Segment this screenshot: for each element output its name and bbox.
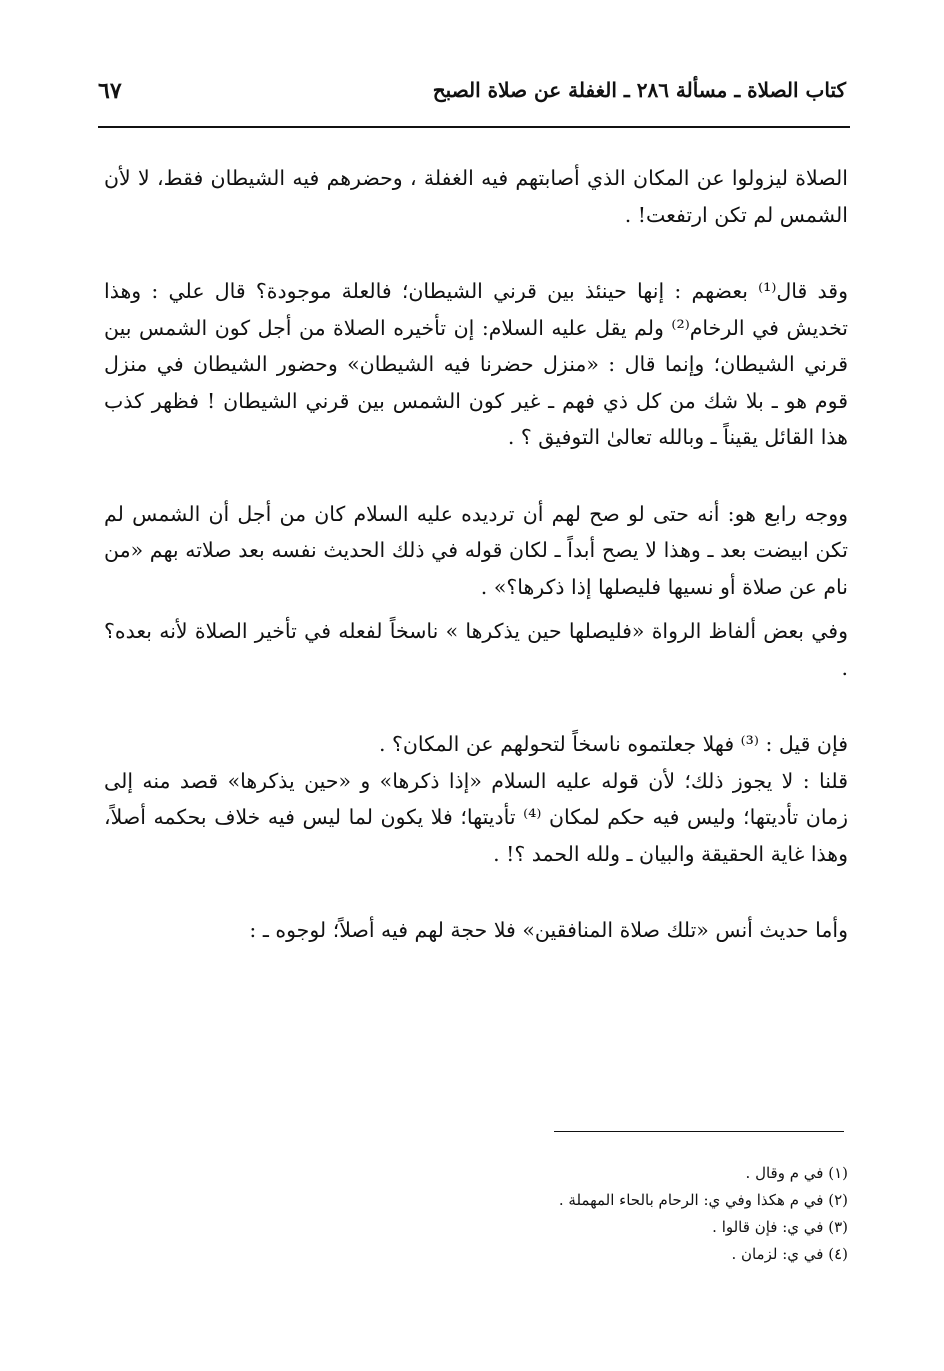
paragraph-2: وقد قال⁽¹⁾ بعضهم : إنها حينئذ بين قرني الشيطان؛ فالعلة موجودة؟ قال علي : وهذا تخديش في الرخام⁽²⁾ ولم يقل عليه السلام: إن تأخيره الصلاة من أجل كون الشمس بين قرني الشيطان؛ وإنما قال : «منزل حضرنا فيه الشيطان» وحضور الشيطان في منزل قوم هو ـ بلا شك من كل ذي فهم ـ غير كون الشمس بين قرني الشيطان ! فظهر كذب هذا القائل يقيناً ـ وبالله تعالىٰ التوفيق ؟ . — [104, 279, 849, 449]
footnote-1: (١) في م وقال . — [745, 1164, 848, 1182]
running-title: كتاب الصلاة ـ مسألة ٢٨٦ ـ الغفلة عن صلاة الصبح — [432, 78, 846, 102]
paragraph-3: ووجه رابع هو: أنه حتى لو صح لهم أن ترديده عليه السلام كان من أجل أن الشمس لم تكن ابيضت بعد ـ وهذا لا يصح أبداً ـ لكان قوله في ذلك الحديث نفسه بعد صلاته بهم «من نام عن صلاة أو نسيها فليصلها إذا ذكرها؟» . — [104, 501, 848, 599]
paragraph-7: وأما حديث أنس «تلك صلاة المنافقين» فلا حجة لهم فيه أصلاً؛ لوجوه ـ : — [249, 918, 848, 942]
footnote-divider — [554, 1131, 844, 1132]
footnote-2: (٢) في م هكذا وفي ي: الرحام بالحاء المهملة . — [558, 1191, 848, 1209]
footnote-3: (٣) في ي: فإن قالوا . — [712, 1218, 848, 1236]
paragraph-6: قلنا : لا يجوز ذلك؛ لأن قوله عليه السلام «إذا ذكرها» و «حين يذكرها» قصد منه إلى زمان تأديتها؛ وليس فيه حكم لمكان ⁽⁴⁾ تأديتها؛ فلا يكون لما ليس فيه خلاف بحكمه أصلاً، وهذا غاية الحقيقة والبيان ـ ولله الحمد ؟! . — [104, 768, 848, 866]
footnotes — [420, 1160, 848, 1268]
paragraph-4: وفي بعض ألفاظ الرواة «فليصلها حين يذكرها » ناسخاً لفعله في تأخير الصلاة لأنه بعده؟ . — [104, 619, 848, 680]
page-number: ٦٧ — [98, 78, 122, 104]
header-divider — [98, 126, 850, 128]
page-header — [98, 76, 846, 116]
paragraph-5: فإن قيل : ⁽³⁾ فهلا جعلتموه ناسخاً لتحولهم عن المكان؟ . — [378, 732, 848, 756]
main-text — [104, 160, 848, 949]
paragraph-1: الصلاة ليزولوا عن المكان الذي أصابتهم فيه الغفلة ، وحضرهم فيه الشيطان فقط، لا لأن الشمس لم تكن ارتفعت! . — [104, 166, 848, 227]
footnote-4: (٤) في ي: لزمان . — [731, 1245, 848, 1263]
